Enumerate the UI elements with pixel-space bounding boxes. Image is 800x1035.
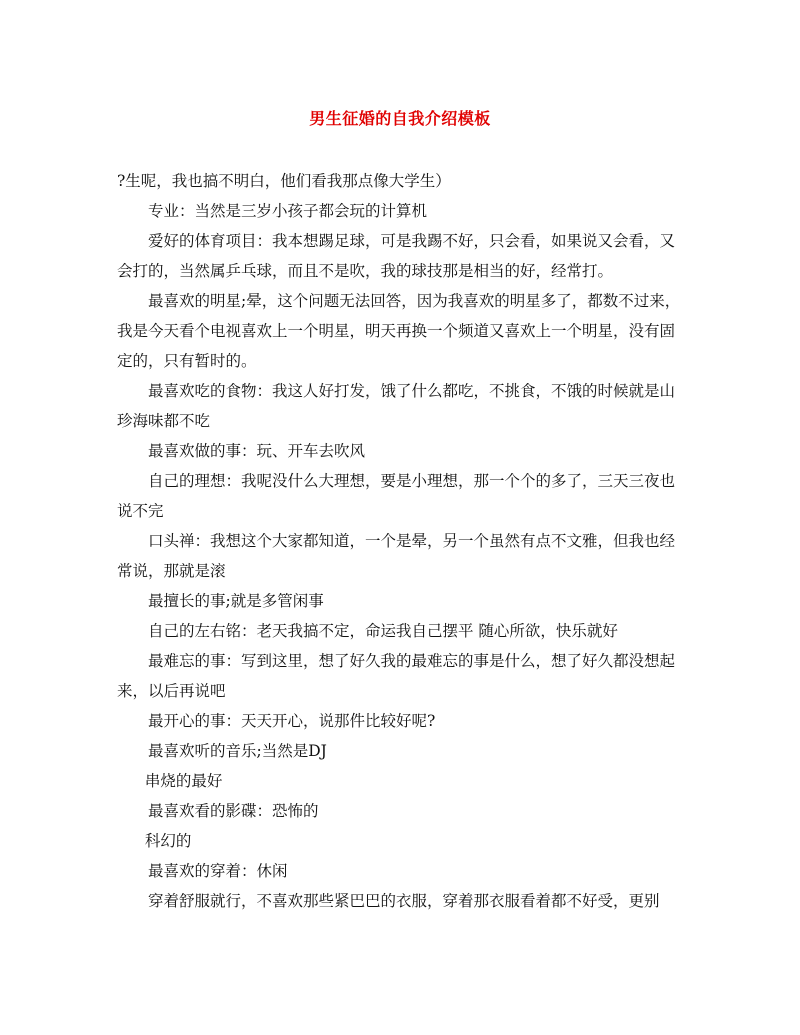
paragraph: 最喜欢的明星;晕，这个问题无法回答，因为我喜欢的明星多了，都数不过来，我是今天看个电视喜欢上一个明星，明天再换一个频道又喜欢上一个明星，没有固定的，只有暂时的。 bbox=[117, 292, 681, 370]
paragraph: 最喜欢吃的食物：我这人好打发，饿了什么都吃，不挑食，不饿的时候就是山珍海味都不吃 bbox=[117, 382, 676, 430]
paragraph: 最难忘的事：写到这里，想了好久我的最难忘的事是什么，想了好久都没想起来，以后再说吧 bbox=[117, 652, 676, 700]
paragraph: 自己的理想：我呢没什么大理想，要是小理想，那一个个的多了，三天三夜也说不完 bbox=[117, 472, 676, 520]
paragraph: 最喜欢听的音乐;当然是DJ bbox=[148, 742, 327, 760]
paragraph: 串烧的最好 bbox=[144, 772, 223, 790]
paragraph: 科幻的 bbox=[144, 832, 192, 850]
paragraph: 最擅长的事;就是多管闲事 bbox=[148, 592, 324, 610]
paragraph: 爱好的体育项目：我本想踢足球，可是我踢不好，只会看，如果说又会看，又会打的，当然属乒乓球，而且不是吹，我的球技那是相当的好，经常打。 bbox=[117, 232, 676, 280]
paragraph: ?生呢，我也搞不明白，他们看我那点像大学生） bbox=[117, 172, 451, 190]
paragraph: 专业：当然是三岁小孩子都会玩的计算机 bbox=[148, 202, 428, 220]
paragraph: 自己的左右铭：老天我搞不定，命运我自己摆平 随心所欲，快乐就好 bbox=[148, 622, 618, 640]
paragraph: 最喜欢看的影碟：恐怖的 bbox=[148, 802, 319, 820]
paragraph: 口头禅：我想这个大家都知道，一个是晕，另一个虽然有点不文雅，但我也经常说，那就是滚 bbox=[117, 532, 676, 580]
paragraph: 最喜欢做的事：玩、开车去吹风 bbox=[148, 442, 366, 460]
paragraph: 最开心的事：天天开心，说那件比较好呢? bbox=[148, 712, 436, 730]
paragraph: 最喜欢的穿着：休闲 bbox=[148, 862, 288, 880]
paragraph: 穿着舒服就行，不喜欢那些紧巴巴的衣服，穿着那衣服看着都不好受，更别 bbox=[148, 892, 660, 910]
document-title: 男生征婚的自我介绍模板 bbox=[309, 109, 491, 128]
document-body bbox=[117, 166, 683, 916]
